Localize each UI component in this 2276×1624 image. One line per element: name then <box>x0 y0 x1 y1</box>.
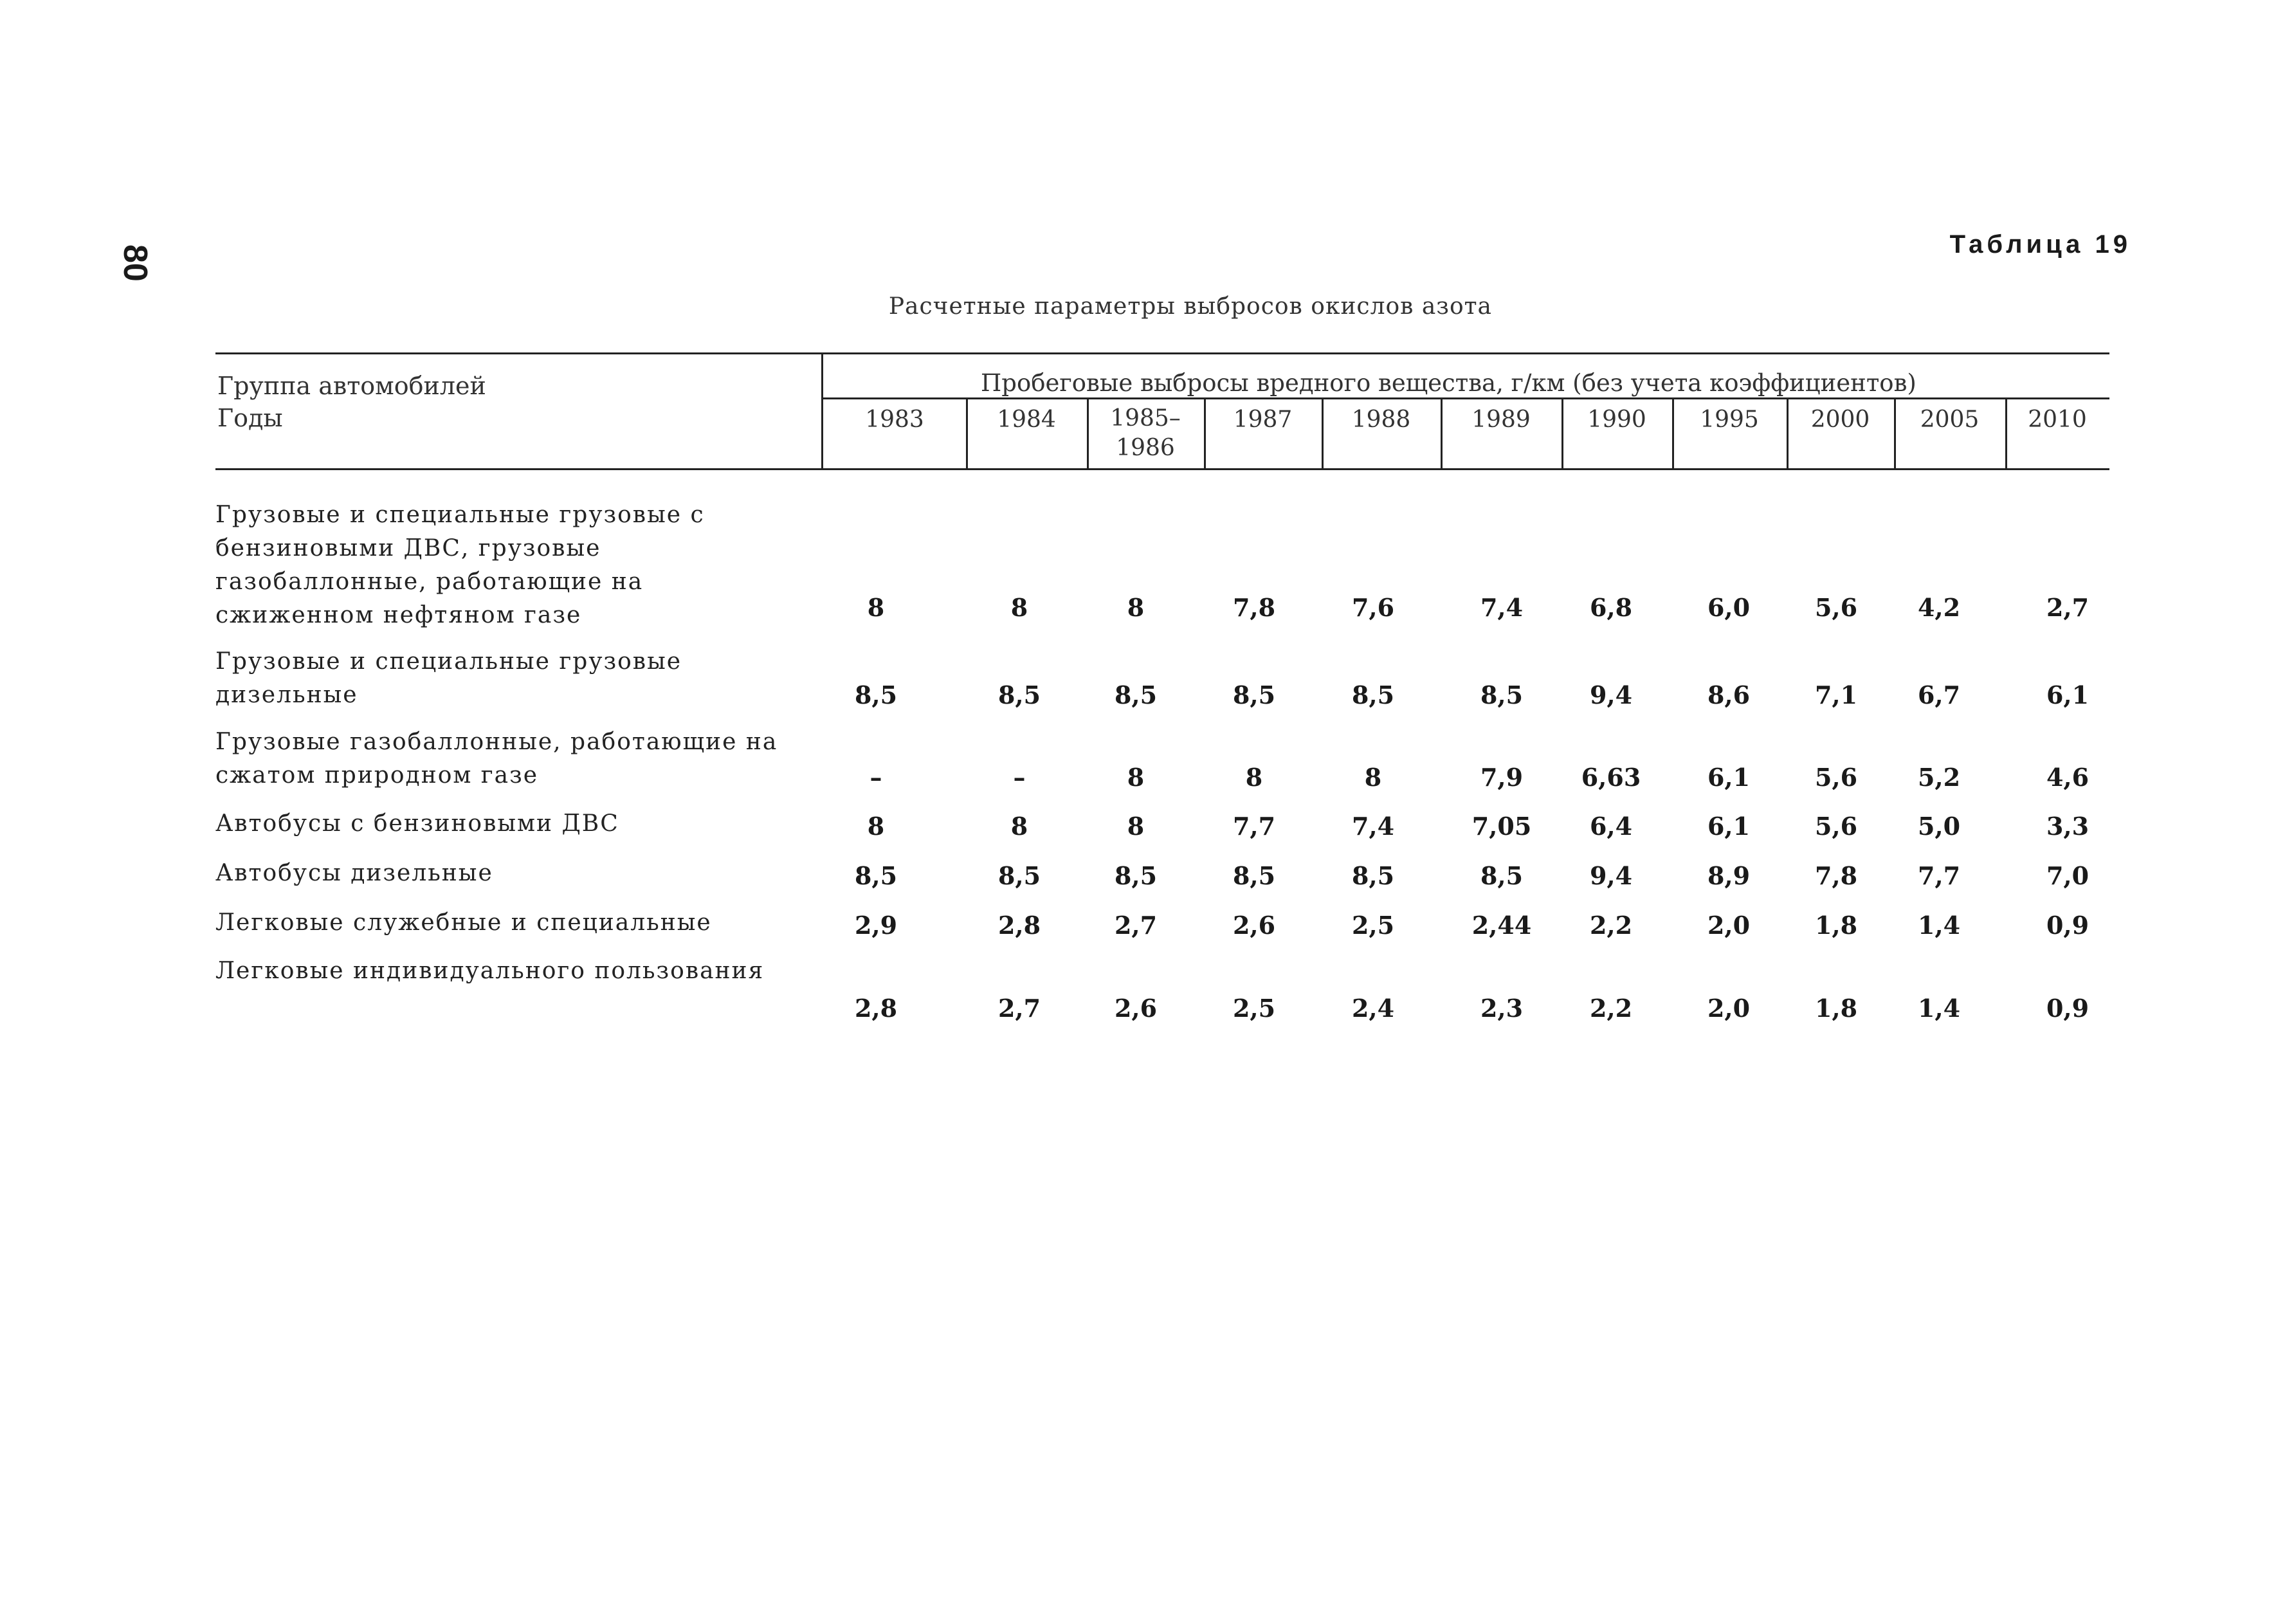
span-title-rule <box>823 397 2109 399</box>
row-label: Автобусы с бензиновыми ДВС <box>215 810 619 837</box>
table-cell: 6,63 <box>1581 763 1641 792</box>
table-cell: 5,6 <box>1814 812 1858 841</box>
table-cell: 2,5 <box>1232 994 1276 1023</box>
table-cell: – <box>1013 763 1026 792</box>
table-cell: 2,8 <box>997 911 1041 940</box>
table-cell: 7,05 <box>1471 812 1532 841</box>
table-cell: 2,6 <box>1232 911 1276 940</box>
table-cell: 7,0 <box>2046 861 2089 890</box>
table-cell: 8 <box>1010 593 1028 622</box>
row-label: Легковые индивидуального пользования <box>215 958 765 984</box>
top-rule <box>215 352 2109 354</box>
table-cell: 5,6 <box>1814 763 1858 792</box>
table-cell: 2,9 <box>854 911 898 940</box>
table-cell: 7,8 <box>1232 593 1276 622</box>
table-cell: 6,0 <box>1707 593 1751 622</box>
table-cell: 8,9 <box>1707 861 1751 890</box>
stub-header-years: Годы <box>217 404 283 432</box>
year-column-header: 1984 <box>997 406 1056 433</box>
table-cell: 8,5 <box>1351 861 1395 890</box>
table-cell: 2,8 <box>854 994 898 1023</box>
row-label: Грузовые и специальные грузовые дизельные <box>215 648 682 708</box>
table-cell: 8,5 <box>997 680 1041 709</box>
table-cell: 7,6 <box>1351 593 1395 622</box>
table-cell: 1,8 <box>1814 911 1858 940</box>
table-cell: 8,5 <box>1232 861 1276 890</box>
table-cell: 2,0 <box>1707 994 1751 1023</box>
year-column-header: 1995 <box>1700 406 1759 433</box>
year-column-header: 2005 <box>1920 406 1980 433</box>
table-cell: 2,0 <box>1707 911 1751 940</box>
table-cell: 8,5 <box>1351 680 1395 709</box>
table-cell: 8,5 <box>997 861 1041 890</box>
table-cell: 2,44 <box>1471 911 1532 940</box>
table-cell: 8,6 <box>1707 680 1751 709</box>
table-cell: 2,7 <box>2046 593 2089 622</box>
table-cell: 8 <box>1010 812 1028 841</box>
table-cell: 6,1 <box>2046 680 2089 709</box>
table-cell: 8,5 <box>1232 680 1276 709</box>
table-cell: 8,5 <box>1480 861 1524 890</box>
table-cell: 8 <box>867 812 885 841</box>
table-cell: 8,5 <box>854 680 898 709</box>
table-cell: 4,6 <box>2046 763 2089 792</box>
table-cell: 7,4 <box>1480 593 1524 622</box>
table-cell: 8 <box>1127 763 1145 792</box>
table-cell: 8,5 <box>1114 680 1158 709</box>
table-cell: 6,7 <box>1917 680 1961 709</box>
table-cell: 7,8 <box>1814 861 1858 890</box>
table-cell: 5,0 <box>1917 812 1961 841</box>
row-label: Легковые служебные и специальные <box>215 909 712 936</box>
row-label: Грузовые газобаллонные, работающие на сжатом природном газе <box>215 729 778 789</box>
year-column-header: 1988 <box>1351 406 1411 433</box>
table-cell: 7,9 <box>1480 763 1524 792</box>
table-cell: 8 <box>1127 812 1145 841</box>
table-cell: 7,1 <box>1814 680 1858 709</box>
table-cell: – <box>869 763 882 792</box>
table-cell: 2,4 <box>1351 994 1395 1023</box>
span-header-title: Пробеговые выбросы вредного вещества, г/км (без учета коэффициентов) <box>981 369 1916 397</box>
table-cell: 2,2 <box>1589 911 1633 940</box>
table-cell: 6,1 <box>1707 812 1751 841</box>
table-cell: 7,4 <box>1351 812 1395 841</box>
table-cell: 9,4 <box>1589 861 1633 890</box>
table-cell: 2,6 <box>1114 994 1158 1023</box>
stub-header-group: Группа автомобилей <box>217 372 486 400</box>
table-cell: 8 <box>867 593 885 622</box>
table-caption: Расчетные параметры выбросов окислов азота <box>888 293 1492 320</box>
table-cell: 8 <box>1245 763 1263 792</box>
table-cell: 9,4 <box>1589 680 1633 709</box>
table-cell: 5,6 <box>1814 593 1858 622</box>
table-cell: 8 <box>1127 593 1145 622</box>
year-column-header: 1983 <box>865 406 924 433</box>
table-cell: 8,5 <box>854 861 898 890</box>
table-cell: 7,7 <box>1917 861 1961 890</box>
year-column-header: 1989 <box>1471 406 1531 433</box>
table-cell: 8,5 <box>1114 861 1158 890</box>
table-cell: 8,5 <box>1480 680 1524 709</box>
year-column-header: 1990 <box>1587 406 1646 433</box>
table-cell: 6,1 <box>1707 763 1751 792</box>
table-cell: 0,9 <box>2046 911 2089 940</box>
table-cell: 8 <box>1364 763 1382 792</box>
table-cell: 5,2 <box>1917 763 1961 792</box>
row-label: Автобусы дизельные <box>215 860 493 886</box>
table-cell: 7,7 <box>1232 812 1276 841</box>
table-cell: 2,7 <box>1114 911 1158 940</box>
table-cell: 0,9 <box>2046 994 2089 1023</box>
table-cell: 6,8 <box>1589 593 1633 622</box>
table-cell: 1,8 <box>1814 994 1858 1023</box>
year-column-header: 2010 <box>2028 406 2087 433</box>
table-cell: 4,2 <box>1917 593 1961 622</box>
year-column-header: 1987 <box>1233 406 1293 433</box>
year-column-header: 2000 <box>1810 406 1870 433</box>
table-label: Таблица 19 <box>1949 230 2131 259</box>
table-cell: 6,4 <box>1589 812 1633 841</box>
row-label: Грузовые и специальные грузовые с бензиновыми ДВС, грузовые газобаллонные, работающие на сжиженном нефтяном газе <box>215 502 705 628</box>
table-cell: 2,7 <box>997 994 1041 1023</box>
table-cell: 1,4 <box>1917 911 1961 940</box>
table-cell: 2,3 <box>1480 994 1524 1023</box>
header-bottom-rule <box>215 468 2109 470</box>
table-cell: 2,2 <box>1589 994 1633 1023</box>
table-cell: 2,5 <box>1351 911 1395 940</box>
page-number: 80 <box>116 244 154 282</box>
year-column-header: 1985–1986 <box>1110 405 1181 461</box>
table-cell: 3,3 <box>2046 812 2089 841</box>
table-cell: 1,4 <box>1917 994 1961 1023</box>
